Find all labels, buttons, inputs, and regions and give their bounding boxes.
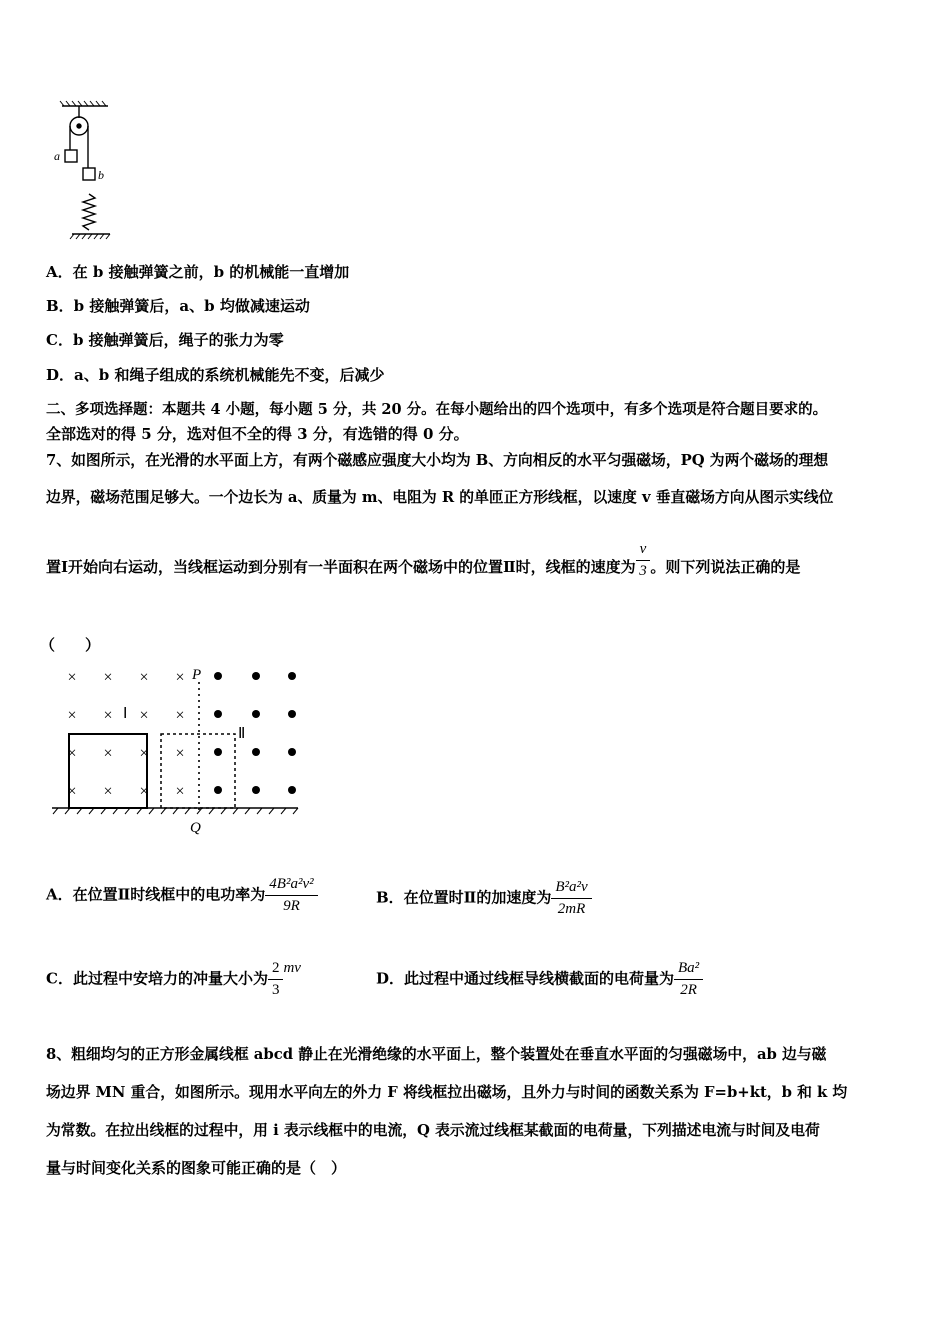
q7-line2: 边界，磁场范围足够大。一个边长为 a、质量为 m、电阻为 R 的单匝正方形线框，以速度 v 垂直磁场方向从图示实线位 (46, 489, 834, 506)
q6-option-c: C．b 接触弹簧后，绳子的张力为零 (46, 331, 284, 349)
speed-fraction (636, 541, 651, 580)
charge-den: 2R (680, 982, 697, 998)
cross-mark: × (139, 707, 149, 724)
cross-mark: × (67, 669, 77, 686)
block-a-label: a (54, 149, 60, 163)
q7-line3-pre: 置Ⅰ开始向右运动，当线框运动到分别有一半面积在两个磁场中的位置Ⅱ时，线框的速度为 (46, 558, 636, 576)
cross-mark: × (139, 745, 149, 762)
q7-option-b-text: B．在位置时Ⅱ的加速度为 (376, 888, 552, 907)
accel-num: B²a²v (551, 879, 591, 899)
q7-paren: （ ） (40, 636, 101, 654)
impulse-den: 3 (271, 982, 280, 998)
cross-mark: × (67, 745, 77, 762)
power-num: 4B²a²v² (265, 876, 317, 896)
label-q: Q (190, 820, 201, 836)
label-position-1: Ⅰ (123, 706, 128, 722)
frame-position-2 (161, 734, 235, 808)
section2-line1: 二、多项选择题：本题共 4 小题，每小题 5 分，共 20 分。在每小题给出的四个选项中，有多个选项是符合题目要求的。 (46, 401, 828, 418)
q7-option-c-text: C．此过程中安培力的冲量大小为 (46, 969, 268, 988)
cross-mark: × (67, 783, 77, 800)
q7-option-c (46, 960, 301, 999)
power-den: 9R (283, 898, 300, 914)
q8-line4: 量与时间变化关系的图象可能正确的是（ ） (46, 1159, 347, 1177)
label-position-2: Ⅱ (238, 726, 246, 742)
q7-option-b (376, 879, 592, 918)
cross-mark: × (175, 669, 185, 686)
power-fraction (265, 876, 317, 915)
q7-option-a (46, 876, 318, 915)
cross-mark: × (103, 745, 113, 762)
pulley-spring-figure (50, 98, 130, 243)
cross-mark: × (139, 669, 149, 686)
impulse-num: 2 (268, 960, 284, 980)
cross-mark: × (103, 707, 113, 724)
q8-line1: 8、粗细均匀的正方形金属线框 abcd 静止在光滑绝缘的水平面上，整个装置处在垂直水平面的匀强磁场中，ab 边与磁 (46, 1046, 827, 1063)
cross-mark: × (175, 707, 185, 724)
q6-option-a: A．在 b 接触弹簧之前，b 的机械能一直增加 (46, 263, 350, 281)
cross-mark: × (175, 783, 185, 800)
q7-option-d (376, 960, 703, 999)
q6-option-b: B．b 接触弹簧后，a、b 均做减速运动 (46, 297, 310, 315)
magnetic-field-figure (46, 660, 316, 840)
cross-mark: × (103, 669, 113, 686)
block-b-label: b (98, 168, 104, 182)
q7-line1: 7、如图所示，在光滑的水平面上方，有两个磁感应强度大小均为 B、方向相反的水平匀强磁场，PQ 为两个磁场的理想 (46, 452, 829, 469)
q8-line3: 为常数。在拉出线框的过程中，用 i 表示线框中的电流，Q 表示流过线框某截面的电荷量，下列描述电流与时间及电荷 (46, 1122, 820, 1139)
accel-fraction (551, 879, 591, 918)
charge-num: Ba² (674, 960, 703, 980)
q7-option-d-text: D．此过程中通过线框导线横截面的电荷量为 (376, 969, 675, 988)
q8-line2: 场边界 MN 重合，如图所示。现用水平向左的外力 F 将线框拉出磁场，且外力与时间的函数关系为 F=b+kt，b 和 k 均 (46, 1084, 848, 1101)
q7-line3 (46, 540, 801, 580)
speed-den: 3 (639, 562, 647, 579)
cross-mark: × (139, 783, 149, 800)
cross-mark: × (175, 745, 185, 762)
accel-den: 2mR (557, 901, 586, 917)
label-p: P (192, 667, 202, 683)
section2-line2: 全部选对的得 5 分，选对但不全的得 3 分，有选错的得 0 分。 (46, 425, 469, 443)
q7-option-a-text: A．在位置Ⅱ时线框中的电功率为 (46, 885, 266, 904)
cross-mark: × (67, 707, 77, 724)
charge-fraction (674, 960, 703, 999)
cross-mark: × (103, 783, 113, 800)
impulse-fraction (268, 960, 284, 999)
q7-line3-post: 。则下列说法正确的是 (650, 558, 801, 576)
speed-num: v (636, 541, 651, 561)
impulse-tail: mv (283, 960, 301, 976)
field-dot-marks (214, 672, 296, 794)
q6-option-d: D．a、b 和绳子组成的系统机械能先不变，后减少 (46, 366, 385, 384)
